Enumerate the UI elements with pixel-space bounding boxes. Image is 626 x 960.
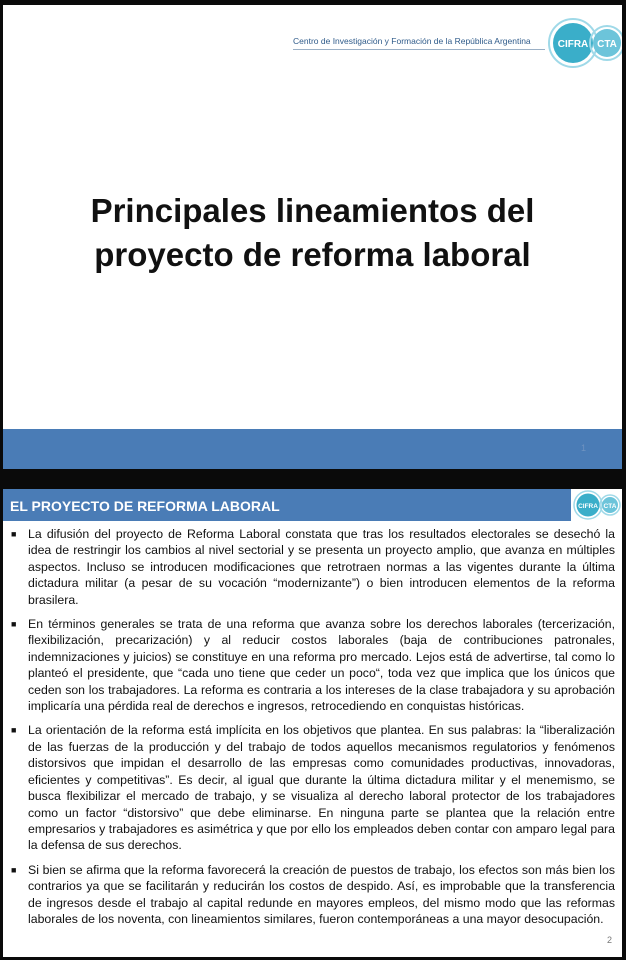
bullet-item	[11, 862, 615, 928]
header-divider	[293, 49, 545, 50]
bullet-text: Si bien se afirma que la reforma favorecerá la creación de puestos de trabajo, los efectos son más bien los contrarios ya que se facilitarán y reducirán los costos de despido. Así, es improbable que la transferencia de ingresos desde el trabajo al capital redunde en mayores empleos, del mismo modo que las reformas laborales de los noventa, con lineamientos similares, fueron contemporáneas a una mayor desocupación.	[28, 862, 615, 926]
slide-title	[3, 189, 622, 277]
logo-left-label: CIFRA	[578, 503, 598, 510]
bullet-text: En términos generales se trata de una reforma que avanza sobre los derechos laborales (tercerización, flexibilización, precarización) y al reducir costos laborales (baja de contribuciones patronales, indemnizaciones y juicios) se constituye en una reforma pro mercado. Lejos está de advertirse, tal como lo planteó el presidente, que “cada uno tiene que ceder un poco“, toda vez que implica que los únicos que ceden son los trabajadores. La reforma es contraria a los intereses de la clase trabajadora y su aprobación implicaría una pérdida real de derechos e ingresos, retrocediendo en conquistas históricas.	[28, 617, 615, 714]
square-bullet-icon: ■	[11, 725, 17, 736]
content-slide	[3, 489, 622, 957]
org-name: Centro de Investigación y Formación de la República Argentina	[293, 36, 531, 46]
logo-right-label: CTA	[603, 503, 617, 510]
footer-band	[3, 429, 622, 469]
bullet-text: La orientación de la reforma está implícita en los objetivos que plantea. En sus palabras: la “liberalización de las fuerzas de la producción y del trabajo de todos aquellos mecanismos regulatorios y fenómenos distorsivos que impidan el desarrollo de las empresas como comunidades productivas, innovadoras, eficientes y competitivas”. Es decir, al igual que durante la última dictadura militar y el menemismo, se busca flexibilizar el mercado de trabajo, y se visualiza al derecho laboral protector de los trabajadores como un factor “distorsivo” que debe eliminarse. En ninguna parte se plantea que la relación entre empresarios y trabajadores es asimétrica y que por ello los empleados deben contar con amparo legal para la defensa de sus derechos.	[28, 723, 615, 853]
slide-title-line-2: proyecto de reforma laboral	[94, 236, 531, 273]
logo-right-label: CTA	[597, 39, 617, 50]
square-bullet-icon: ■	[11, 529, 17, 539]
section-header	[3, 489, 571, 521]
cifra-cta-logo	[547, 17, 622, 69]
bullet-text: La difusión del proyecto de Reforma Laboral constata que tras los resultados electorales se desechó la idea de restringir los cambios al nivel sectorial y se presenta un proyecto amplio, que avanza en múltiples aspectos. Incluso se introducen modificaciones que retrotraen normas a las vigentes durante la última dictadura militar (a pesar de su vocación “modernizante”) o bien introducen elementos de la reforma brasilera.	[28, 527, 615, 607]
page-number: 2	[607, 935, 613, 945]
bullet-item	[11, 722, 615, 853]
cifra-cta-logo-small	[571, 489, 622, 521]
bullet-item	[11, 616, 615, 714]
top-border	[3, 3, 622, 5]
logo-left-label: CIFRA	[557, 39, 589, 50]
page-number: 1	[581, 443, 587, 453]
slide-title-line-1: Principales lineamientos del	[90, 192, 535, 229]
section-title: EL PROYECTO DE REFORMA LABORAL	[10, 498, 280, 514]
square-bullet-icon: ■	[11, 864, 17, 875]
bullet-list	[11, 526, 615, 935]
bullet-item	[11, 526, 615, 608]
square-bullet-icon: ■	[11, 619, 17, 630]
title-slide	[3, 3, 622, 469]
